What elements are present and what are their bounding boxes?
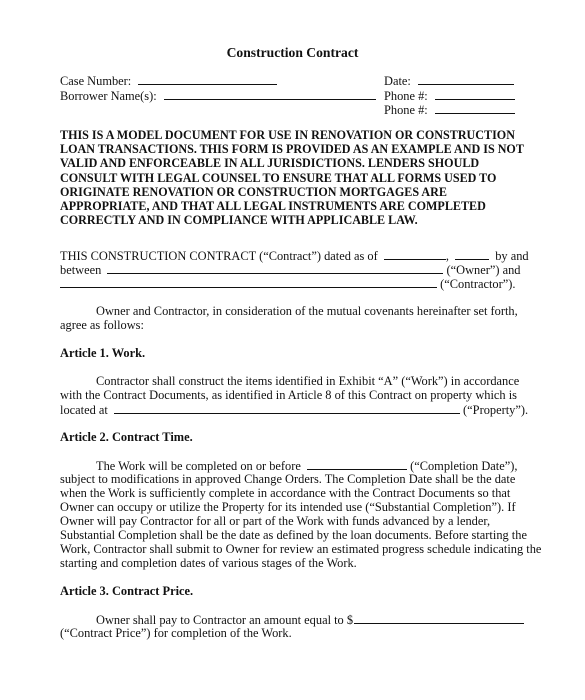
document-title: Construction Contract bbox=[226, 45, 359, 60]
contract-year-field[interactable] bbox=[455, 248, 489, 260]
case-number-label: Case Number: bbox=[60, 74, 132, 88]
completion-date-label: (“Completion Date”), bbox=[410, 459, 518, 473]
consideration-line-2: agree as follows: bbox=[60, 318, 144, 332]
phone1-label: Phone #: bbox=[384, 89, 428, 103]
notice-line: VALID AND ENFORCEABLE IN ALL JURISDICTIONS. LENDERS SHOULD bbox=[60, 156, 480, 171]
property-label: (“Property”). bbox=[463, 403, 529, 417]
borrower-row bbox=[60, 88, 376, 103]
article-2-line: subject to modifications in approved Change Orders. The Completion Date shall be the date bbox=[60, 472, 516, 486]
completion-date-field[interactable] bbox=[307, 458, 407, 470]
contract-price-field[interactable] bbox=[354, 612, 524, 624]
consideration-line-1: Owner and Contractor, in consideration of the mutual covenants hereinafter set forth, bbox=[96, 304, 518, 318]
article-2-heading: Article 2. Contract Time. bbox=[60, 430, 193, 444]
article-3-line: (“Contract Price”) for completion of the Work. bbox=[60, 626, 292, 640]
article-2-line: Work, Contractor shall submit to Owner for review an estimated progress schedule indicating the bbox=[60, 542, 542, 556]
intro-line-1 bbox=[60, 248, 529, 263]
article-2-line: Owner can occupy or utilize the Property for its intended use (“Substantial Completion”). If bbox=[60, 500, 516, 514]
notice-line: LOAN TRANSACTIONS. THIS FORM IS PROVIDED AS AN EXAMPLE AND IS NOT bbox=[60, 142, 524, 157]
property-address-field[interactable] bbox=[114, 402, 460, 414]
notice-line: CORRECTLY AND IN COMPLIANCE WITH APPLICABLE LAW. bbox=[60, 213, 418, 228]
notice-line: THIS IS A MODEL DOCUMENT FOR USE IN RENOVATION OR CONSTRUCTION bbox=[60, 128, 515, 142]
article-3-line bbox=[96, 612, 524, 627]
intro-text: by and bbox=[495, 249, 529, 263]
intro-text: (“Contractor”). bbox=[440, 277, 516, 291]
article-2-line: starting and completion dates of various stages of the Work. bbox=[60, 556, 357, 570]
case-number-field[interactable] bbox=[138, 73, 277, 85]
date-label: Date: bbox=[384, 74, 411, 88]
phone2-label: Phone #: bbox=[384, 103, 428, 117]
intro-text: THIS CONSTRUCTION CONTRACT (“Contract”) dated as of bbox=[60, 249, 378, 263]
date-field[interactable] bbox=[418, 73, 514, 85]
article-1-line: Contractor shall construct the items identified in Exhibit “A” (“Work”) in accordance bbox=[96, 374, 520, 388]
located-at-label: located at bbox=[60, 403, 108, 417]
intro-line-3 bbox=[60, 276, 515, 291]
notice-line: ORIGINATE RENOVATION OR CONSTRUCTION MORTGAGES ARE bbox=[60, 184, 447, 199]
borrower-label: Borrower Name(s): bbox=[60, 89, 157, 103]
intro-line-2 bbox=[60, 262, 520, 277]
notice-line: APPROPRIATE, AND THAT ALL LEGAL INSTRUMENTS ARE COMPLETED bbox=[60, 199, 486, 214]
article-3-heading: Article 3. Contract Price. bbox=[60, 584, 194, 598]
phone2-row bbox=[384, 102, 515, 117]
contractor-name-field[interactable] bbox=[60, 276, 437, 288]
article-1-line: with the Contract Documents, as identified in Article 8 of this Contract on property which is bbox=[60, 388, 517, 402]
borrower-name-field[interactable] bbox=[164, 88, 376, 100]
owner-name-field[interactable] bbox=[107, 262, 443, 274]
completion-text: The Work will be completed on or before bbox=[96, 459, 301, 473]
article-1-heading: Article 1. Work. bbox=[60, 346, 146, 360]
intro-text: (“Owner”) and bbox=[446, 263, 521, 277]
intro-text: between bbox=[60, 263, 102, 277]
phone1-row bbox=[384, 88, 515, 103]
intro-comma: , bbox=[445, 249, 449, 263]
article-2-line: when the Work is sufficiently complete in accordance with the Contract Documents so that bbox=[60, 486, 511, 500]
article-2-line: Substantial Completion shall be the date as defined by the loan documents. Before starting the bbox=[60, 528, 527, 542]
article-1-line bbox=[60, 402, 528, 417]
contract-price-text: Owner shall pay to Contractor an amount equal to $ bbox=[96, 613, 354, 627]
notice-line: CONSULT WITH LEGAL COUNSEL TO ENSURE THAT ALL FORMS USED TO bbox=[60, 170, 497, 185]
contract-date-field[interactable] bbox=[384, 248, 446, 260]
model-document-notice bbox=[60, 128, 540, 227]
phone1-field[interactable] bbox=[435, 88, 515, 100]
article-2-line bbox=[96, 458, 517, 473]
case-number-row bbox=[60, 73, 277, 88]
phone2-field[interactable] bbox=[435, 102, 515, 114]
article-2-line: Owner will pay Contractor for all or part of the Work with funds advanced by a lender, bbox=[60, 514, 491, 528]
date-row bbox=[384, 73, 514, 88]
